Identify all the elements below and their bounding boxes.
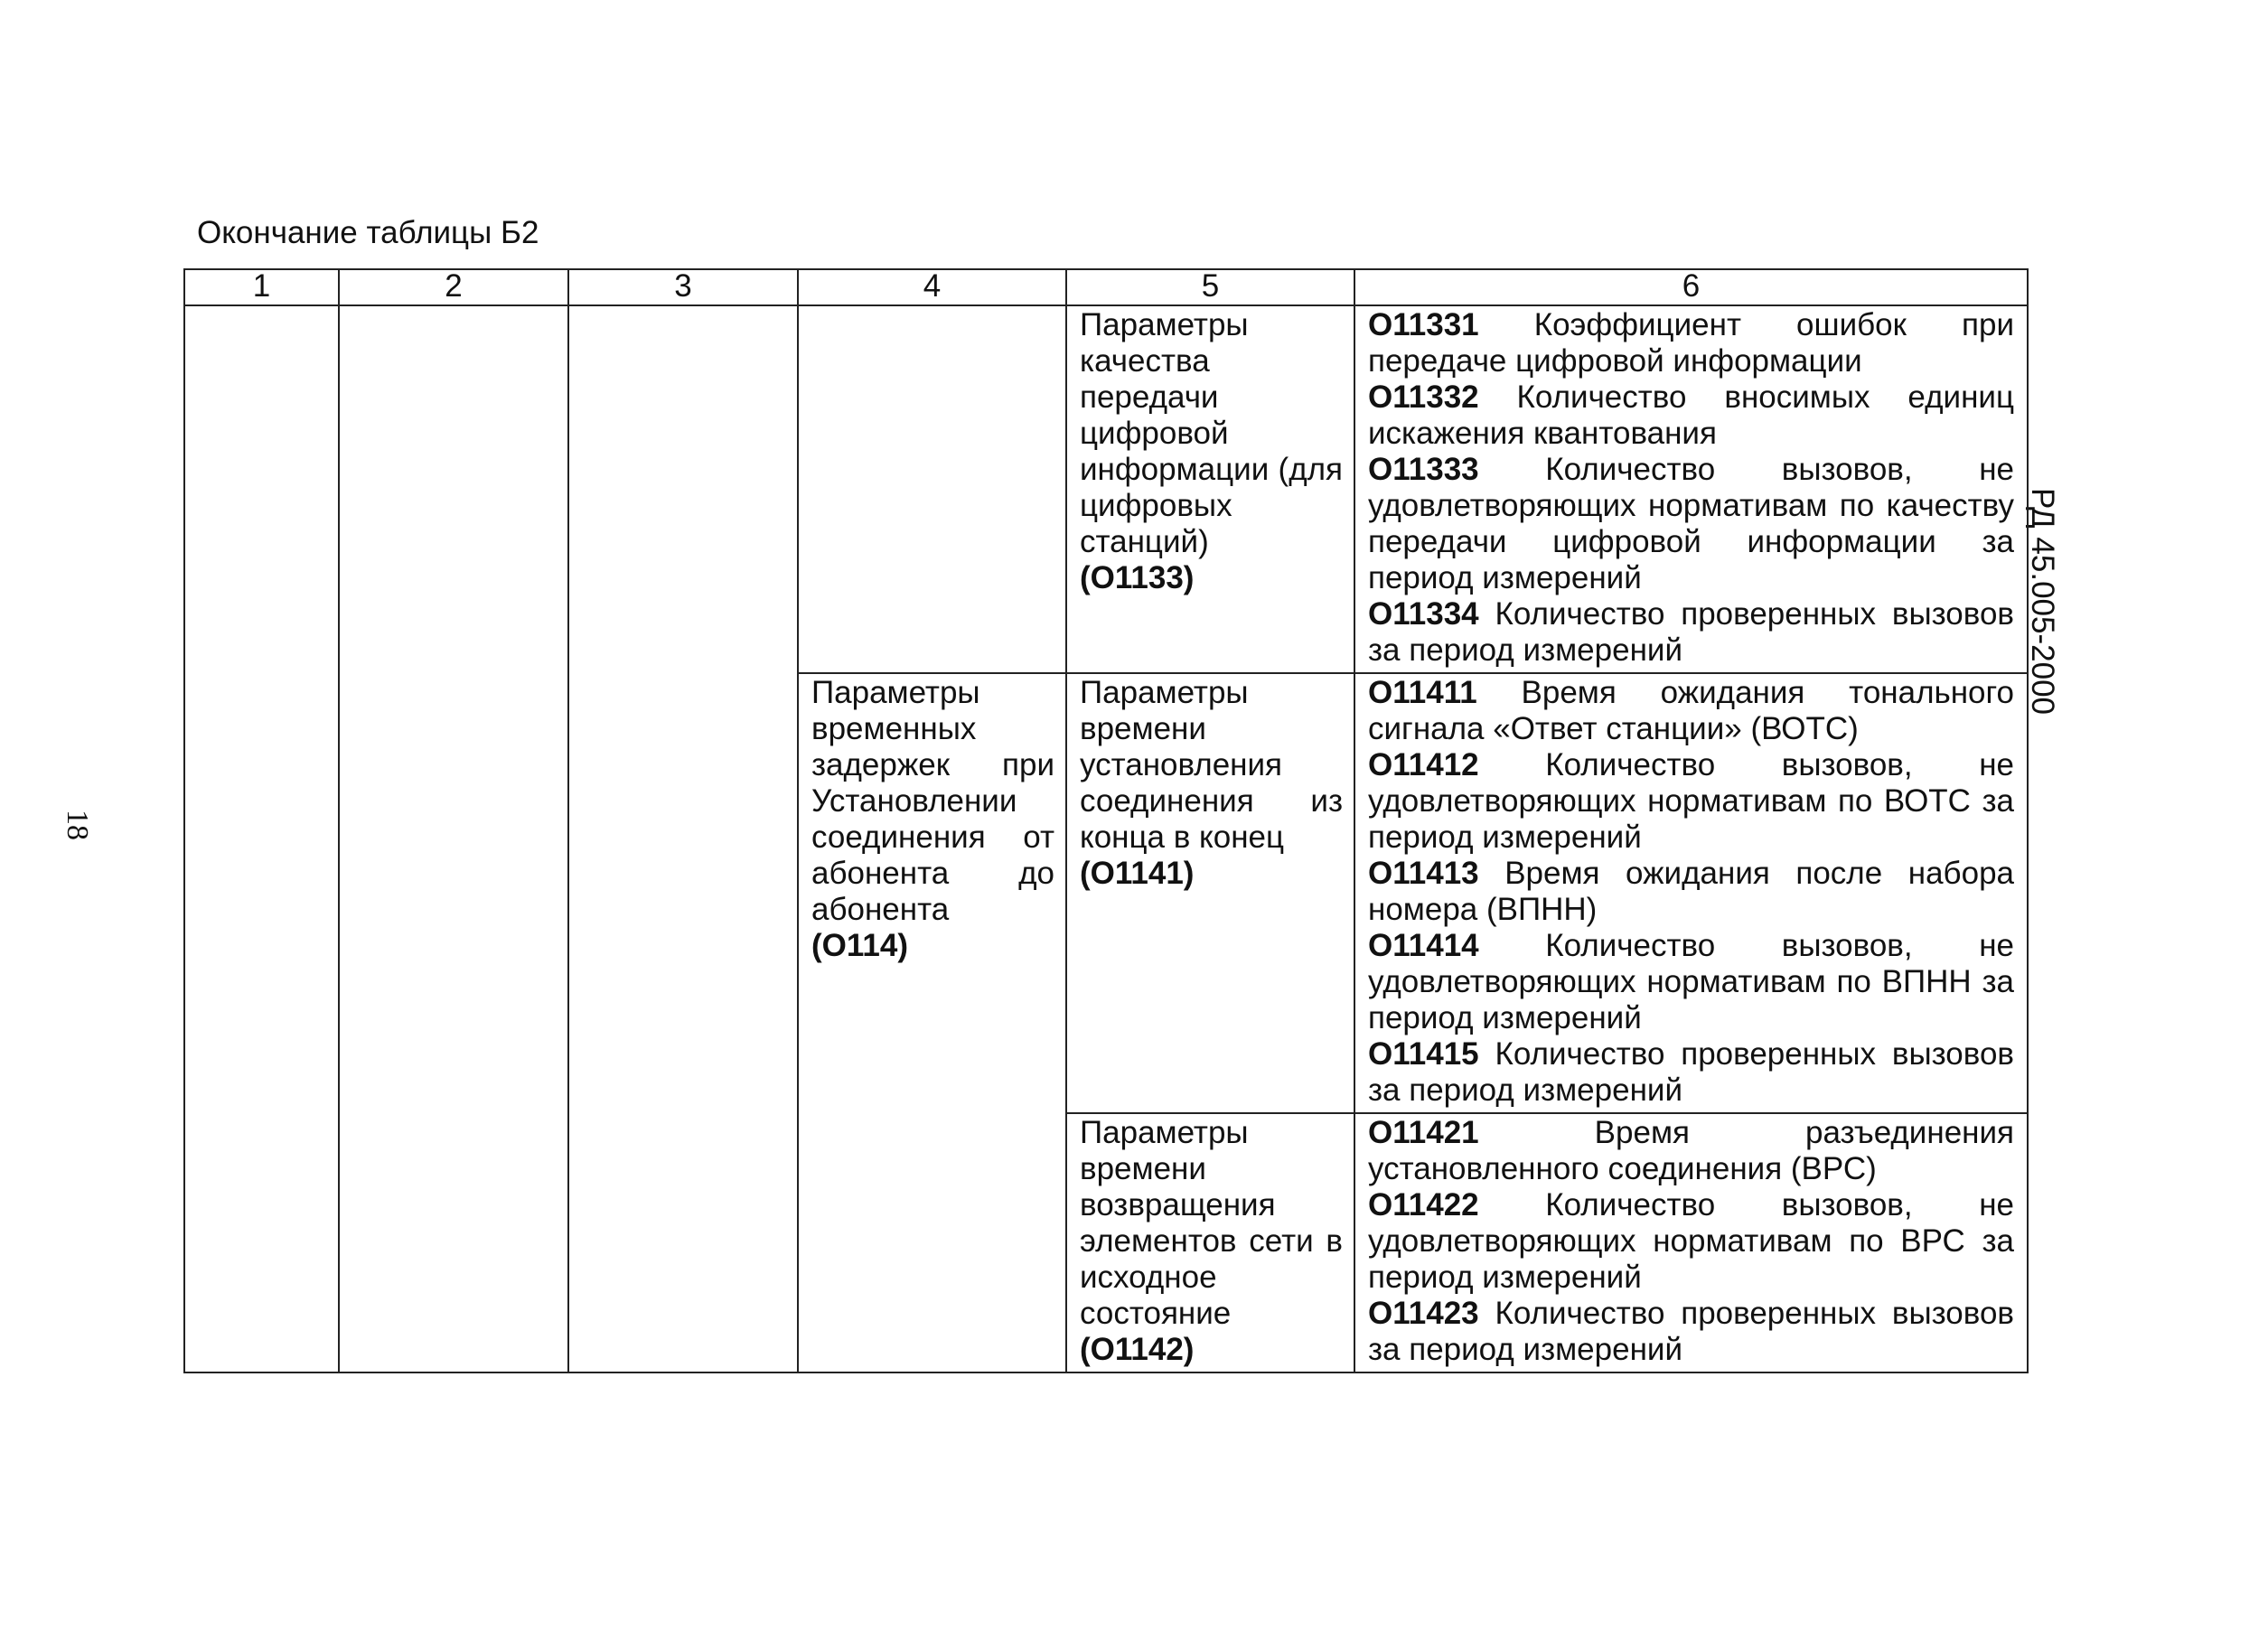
indicator-entry [1368, 307, 2014, 379]
indicator-text: Количество вызовов, не удовлетворяющих нормативам по качеству передачи цифровой информации за период измерений [1368, 452, 2014, 595]
column-header-1: 1 [184, 269, 339, 305]
indicator-code: О11422 [1368, 1187, 1479, 1222]
parameter-group-name: Параметры качества передачи цифровой информации (для цифровых станций) [1080, 307, 1343, 559]
column-header-6: 6 [1354, 269, 2028, 305]
parameter-group-name: Параметры времени установления соединения из конца в конец [1080, 675, 1343, 855]
column-header-4: 4 [798, 269, 1066, 305]
indicator-code: О11421 [1368, 1115, 1479, 1150]
indicator-text: Количество проверенных вызовов за период измерений [1368, 1036, 2015, 1108]
indicator-text: Количество вызовов, не удовлетворяющих нормативам по ВРС за период измерений [1368, 1187, 2014, 1295]
indicator-code: О11333 [1368, 452, 1479, 487]
indicator-list-cell [1354, 673, 2028, 1113]
indicator-text: Время ожидания тонального сигнала «Ответ станции» (ВОТС) [1368, 675, 2014, 746]
indicator-text: Количество вызовов, не удовлетворяющих нормативам по ВОТС за период измерений [1368, 747, 2014, 855]
indicator-entry [1368, 1036, 2014, 1109]
indicator-code: О11411 [1368, 675, 1477, 710]
table-row [184, 305, 2028, 673]
indicator-code: О11334 [1368, 596, 1479, 632]
parameter-group-code: (О1142) [1080, 1332, 1195, 1367]
indicator-list-cell [1354, 305, 2028, 673]
indicator-code: О11423 [1368, 1296, 1479, 1331]
indicator-entry [1368, 1187, 2014, 1296]
indicator-list-cell [1354, 1113, 2028, 1372]
data-table [183, 268, 2029, 1373]
indicator-entry [1368, 928, 2014, 1036]
parameter-group-code: (О1141) [1080, 856, 1195, 891]
indicator-code: О11415 [1368, 1036, 1479, 1072]
indicator-text: Коэффициент ошибок при передаче цифровой информации [1368, 307, 2014, 379]
indicator-entry [1368, 747, 2014, 856]
column-3-cell [568, 305, 798, 1372]
column-header-2: 2 [339, 269, 568, 305]
indicator-entry [1368, 452, 2014, 596]
parameter-group-cell [1066, 673, 1354, 1113]
column-1-cell [184, 305, 339, 1372]
indicator-code: О11413 [1368, 856, 1479, 891]
indicator-entry [1368, 379, 2014, 452]
parameter-group-code: (О1133) [1080, 560, 1195, 595]
indicator-entry [1368, 1296, 2014, 1368]
column-4-cell-empty [798, 305, 1066, 673]
indicator-entry [1368, 596, 2014, 669]
page-number: 18 [61, 810, 94, 840]
indicator-code: О11332 [1368, 379, 1479, 415]
parameter-group-name: Параметры времени возвращения элементов сети в исходное состояние [1080, 1115, 1343, 1331]
indicator-text: Время разъединения установленного соединения (ВРС) [1368, 1115, 2014, 1186]
table-header-row [184, 269, 2028, 305]
document-code: РД 45.005-2000 [2025, 488, 2060, 715]
indicator-text: Время ожидания после набора номера (ВПНН) [1368, 856, 2014, 927]
column-header-3: 3 [568, 269, 798, 305]
table-caption: Окончание таблицы Б2 [197, 215, 539, 250]
column-header-5: 5 [1066, 269, 1354, 305]
indicator-code: О11414 [1368, 928, 1479, 963]
category-name: Параметры временных задержек при Установлении соединения от абонента до абонента [811, 675, 1054, 927]
indicator-text: Количество вносимых единиц искажения квантования [1368, 379, 2014, 451]
indicator-text: Количество вызовов, не удовлетворяющих нормативам по ВПНН за период измерений [1368, 928, 2014, 1035]
category-code: (О114) [811, 928, 908, 963]
parameter-group-cell [1066, 305, 1354, 673]
indicator-code: О11412 [1368, 747, 1479, 782]
parameter-group-cell [1066, 1113, 1354, 1372]
indicator-entry [1368, 856, 2014, 928]
indicator-entry [1368, 675, 2014, 747]
column-2-cell [339, 305, 568, 1372]
indicator-text: Количество проверенных вызовов за период измерений [1368, 1296, 2015, 1367]
indicator-code: О11331 [1368, 307, 1479, 342]
category-cell [798, 673, 1066, 1372]
indicator-text: Количество проверенных вызовов за период измерений [1368, 596, 2015, 668]
indicator-entry [1368, 1115, 2014, 1187]
